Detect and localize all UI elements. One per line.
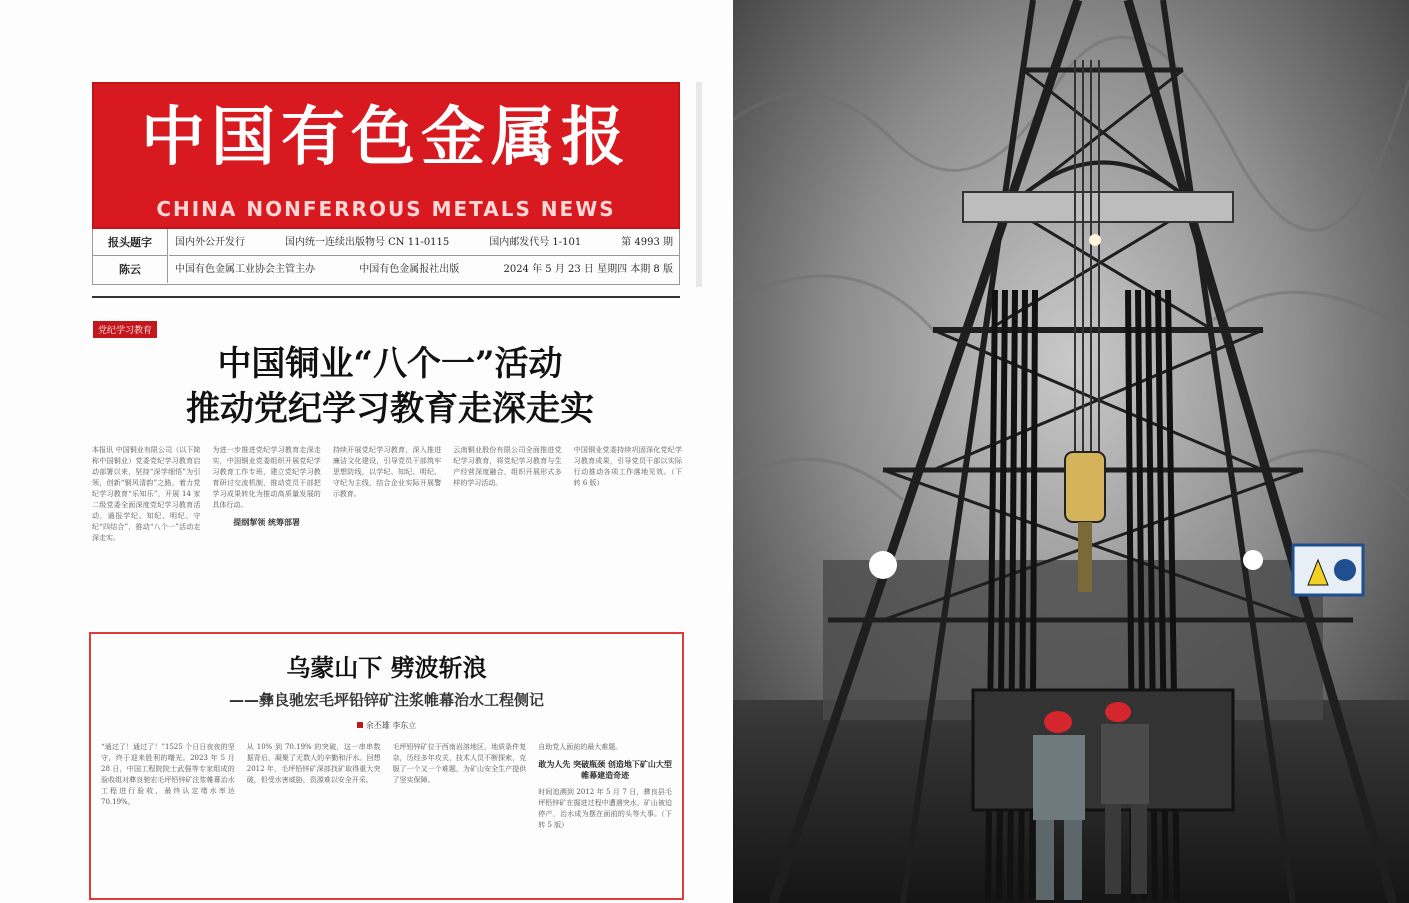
lead-story-body: [92, 445, 682, 625]
postal-code-text: 国内邮发代号 1-101: [489, 237, 582, 248]
lead-column-5: 中国铜业党委持续巩固深化党纪学习教育成果，引导党员干部以实际行动推动各项工作落地见效。（下转 6 版）: [573, 446, 683, 487]
feature-byline: [91, 720, 682, 731]
feature-story-highlight: [89, 632, 684, 900]
drill-hook: [1078, 522, 1092, 592]
next-page-edge: [696, 82, 702, 287]
lead-column-1: 本报讯 中国铜业有限公司（以下简称中国铜业）党委党纪学习教育启动部署以来，坚持“深学细悟”为引领，创新“铜风清韵”之路，着力党纪学习教育“乐知乐”，开展 14 家二级党委全面深度党纪学习教育活动，通报学纪、知纪、明纪、守纪“四结合”，推动“八个一”活动走深走实。: [92, 446, 201, 542]
inscriber-name: 陈云: [119, 263, 141, 276]
date-text: 2024 年 5 月 23 日 星期四 本期 8 版: [503, 264, 673, 275]
byline-marker-icon: [357, 722, 363, 728]
feature-column-3: 毛坪铅锌矿位于西南岩溶地区，地质条件复杂，历经多年攻关，技术人员不断探索，克服了一个又一个难题，为矿山安全生产提供了坚实保障。: [392, 743, 527, 784]
inscription-label: 报头题字: [93, 229, 167, 256]
traveling-block: [1065, 452, 1105, 522]
masthead: [92, 82, 680, 229]
publication-info-row: [169, 229, 679, 256]
feature-column-2: 从 10% 到 70.19% 的突破，这一串串数据背后，凝聚了无数人的辛勤和汗水。回想 2012 年，毛坪铅锌矿深部找矿取得重大突破，但受水害威胁，资源难以安全开采。: [246, 743, 381, 784]
lead-subhead: 提纲挈领 统筹部署: [233, 517, 300, 527]
lead-column-3: 持续开展党纪学习教育，深入推进廉洁文化建设，引导党员干部筑牢思想防线，以学纪、知纪、明纪、守纪为主线，结合企业实际开展警示教育。: [332, 446, 442, 498]
lead-column-2: 为进一步推进党纪学习教育走深走实，中国铜业党委组织开展党纪学习教育工作专班，建立党纪学习教育研讨交流机制，推动党员干部把学习成果转化为推动高质量发展的具体行动。 提纲挈领 统筹部署: [212, 446, 321, 527]
inscription-cell: [93, 229, 168, 283]
section-tag: 党纪学习教育: [93, 321, 157, 338]
drilling-derrick-photo: [733, 0, 1409, 903]
feature-subtitle: ——彝良驰宏毛坪铅锌矿注浆帷幕治水工程侧记: [228, 691, 544, 709]
masthead-info-table: [92, 229, 680, 285]
feature-column-1: “通过了！通过了！”1525 个日日夜夜的坚守，终于迎来胜利的曙光。2023 年 5 月 28 日，中国工程院院士武强等专家组成的验收组对彝良驰宏毛坪铅锌矿注浆帷幕治水工程进行验收，最终认定堵水率达 70.19%。: [101, 743, 235, 806]
publisher-text: 中国有色金属报社出版: [359, 264, 460, 275]
sponsor-text: 中国有色金属工业协会主管主办: [175, 264, 315, 275]
work-light-center: [1089, 234, 1101, 246]
serial-number-text: 国内统一连续出版物号 CN 11-0115: [284, 237, 450, 248]
feature-story-body: [101, 742, 672, 888]
publisher-info-row: [169, 256, 679, 283]
masthead-english-title: CHINA NONFERROUS METALS NEWS: [156, 197, 616, 221]
issue-number-text: 第 4993 期: [621, 237, 673, 248]
feature-column-4: 自助党人面前的最大难题。 敢为人先 突破瓶颈 创造地下矿山大型帷幕建造奇迹 时间追溯到 2012 年 5 月 7 日，彝良县毛坪铅锌矿在掘进过程中遭遇突水，矿山被迫停产，治水成为摆在面前的头等大事。（下转 5 版）: [538, 743, 672, 829]
lead-headline-line-2: 推动党纪学习教育走深走实: [186, 389, 594, 429]
distribution-text: 国内外公开发行: [175, 237, 245, 248]
photo-illustration: [733, 0, 1409, 903]
work-light-left: [869, 551, 897, 579]
safety-sign: [1293, 545, 1363, 595]
section-divider: [92, 296, 680, 298]
masthead-chinese-title: 中国有色金属报: [141, 100, 631, 175]
feature-title: 乌蒙山下 劈波斩浪: [286, 653, 487, 682]
lead-headline-line-1: 中国铜业“八个一”活动: [217, 344, 563, 384]
feature-subhead: 敢为人先 突破瓶颈 创造地下矿山大型帷幕建造奇迹: [538, 759, 672, 780]
feature-authors: 余丕雄 李东立: [365, 721, 417, 730]
work-light-right: [1243, 550, 1263, 570]
lead-column-4: 云南铜业股份有限公司全面推进党纪学习教育，将党纪学习教育与生产经营深度融合，组织开展形式多样的学习活动。: [453, 446, 562, 487]
